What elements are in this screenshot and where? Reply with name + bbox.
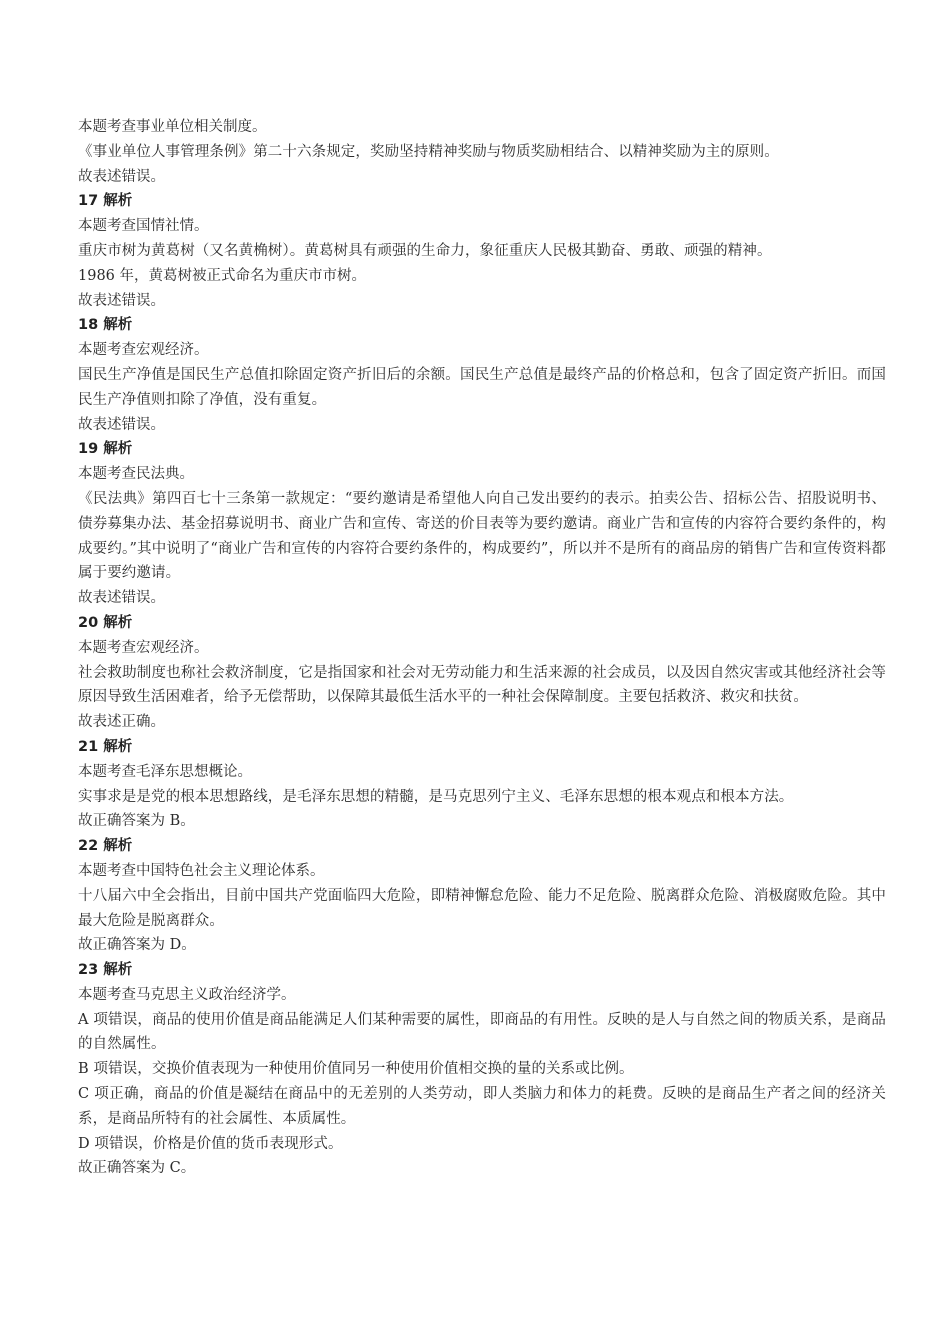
q19-topic: 本题考查民法典。 — [78, 466, 194, 483]
q18-body: 国民生产净值是国民生产总值扣除固定资产折旧后的余额。国民生产总值是最终产品的价格总和，包含了固定资产折旧。而国民生产净值则扣除了净值，没有重复。 — [78, 366, 886, 408]
q18-heading: 18 解析 — [78, 317, 133, 334]
q23-option-a: A 项错误，商品的使用价值是商品能满足人们某种需要的属性，即商品的有用性。反映的是人与自然之间的物质关系，是商品的自然属性。 — [78, 1011, 886, 1053]
q17-body: 重庆市树为黄葛树（又名黄桷树）。黄葛树具有顽强的生命力，象征重庆人民极其勤奋、勇敢、顽强的精神。 — [78, 242, 772, 259]
q17-topic: 本题考查国情社情。 — [78, 218, 209, 235]
q17-body-cont: 1986 年，黄葛树被正式命名为重庆市市树。 — [78, 267, 367, 284]
q22-topic: 本题考查中国特色社会主义理论体系。 — [78, 862, 325, 879]
q23-option-b: B 项错误，交换价值表现为一种使用价值同另一种使用价值相交换的量的关系或比例。 — [78, 1061, 634, 1078]
q22-conclusion: 故正确答案为 D。 — [78, 937, 196, 954]
q22-body: 十八届六中全会指出，目前中国共产党面临四大危险，即精神懈怠危险、能力不足危险、脱离群众危险、消极腐败危险。其中最大危险是脱离群众。 — [78, 887, 886, 929]
q19-heading: 19 解析 — [78, 441, 133, 458]
q21-heading: 21 解析 — [78, 738, 133, 755]
q23-heading: 23 解析 — [78, 962, 133, 979]
q20-conclusion: 故表述正确。 — [78, 714, 165, 731]
q19-body: 《民法典》第四百七十三条第一款规定：“要约邀请是希望他人向自己发出要约的表示。拍卖公告、招标公告、招股说明书、债券募集办法、基金招募说明书、商业广告和宣传、寄送的价目表等为要约邀请。商业广告和宣传的内容符合要约条件的，构成要约。”其中说明了“商业广告和宣传的内容符合要约条件的，构成要约”，所以并不是所有的商品房的销售广告和宣传资料都属于要约邀请。 — [78, 490, 886, 582]
answer-explanations — [78, 115, 886, 1181]
q19-conclusion: 故表述错误。 — [78, 590, 165, 607]
q18-conclusion: 故表述错误。 — [78, 416, 165, 433]
q20-heading: 20 解析 — [78, 614, 133, 631]
q20-topic: 本题考查宏观经济。 — [78, 639, 209, 656]
q23-conclusion: 故正确答案为 C。 — [78, 1160, 196, 1177]
intro-topic: 本题考查事业单位相关制度。 — [78, 119, 267, 135]
intro-body: 《事业单位人事管理条例》第二十六条规定，奖励坚持精神奖励与物质奖励相结合、以精神奖励为主的原则。 — [78, 143, 779, 160]
q23-topic: 本题考查马克思主义政治经济学。 — [78, 986, 296, 1003]
q21-body: 实事求是是党的根本思想路线，是毛泽东思想的精髓，是马克思列宁主义、毛泽东思想的根本观点和根本方法。 — [78, 788, 794, 805]
intro-conclusion: 故表述错误。 — [78, 168, 165, 185]
q17-heading: 17 解析 — [78, 193, 133, 210]
q23-option-c: C 项正确，商品的价值是凝结在商品中的无差别的人类劳动，即人类脑力和体力的耗费。反映的是商品生产者之间的经济关系，是商品所特有的社会属性、本质属性。 — [78, 1086, 886, 1127]
q21-topic: 本题考查毛泽东思想概论。 — [78, 763, 252, 780]
q17-conclusion: 故表述错误。 — [78, 292, 165, 309]
q21-conclusion: 故正确答案为 B。 — [78, 813, 195, 830]
q22-heading: 22 解析 — [78, 838, 133, 855]
q23-option-d: D 项错误，价格是价值的货币表现形式。 — [78, 1135, 343, 1152]
q20-body: 社会救助制度也称社会救济制度，它是指国家和社会对无劳动能力和生活来源的社会成员，以及因自然灾害或其他经济社会等原因导致生活困难者，给予无偿帮助，以保障其最低生活水平的一种社会保障制度。主要包括救济、救灾和扶贫。 — [78, 664, 886, 706]
q18-topic: 本题考查宏观经济。 — [78, 342, 209, 359]
